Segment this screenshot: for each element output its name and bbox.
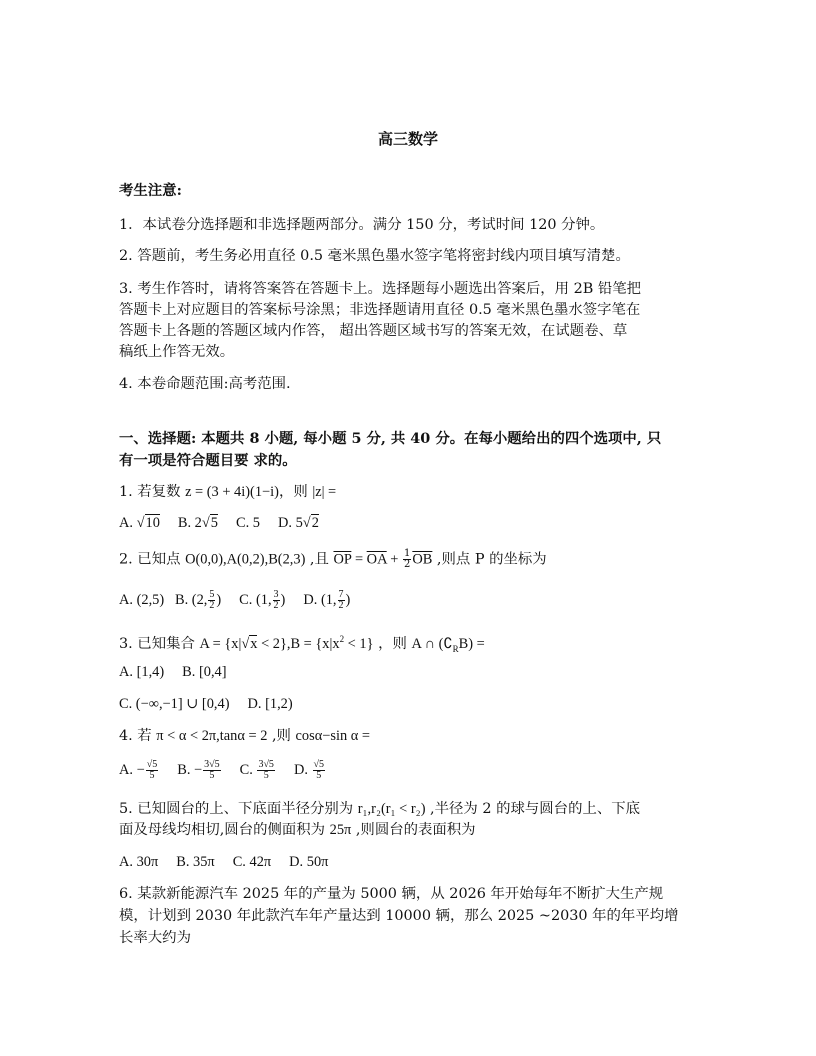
option-d: D. (1, $\frac{7}{2}$ ) <box>303 589 351 612</box>
question-4-text-2: ,则 <box>267 728 296 744</box>
question-1-formula: z = (3 + 4i)(1−i) <box>185 484 279 500</box>
option-c: C. (−∞,−1] ∪ [0,4) <box>119 696 230 712</box>
option-a: A. √10 <box>119 515 160 531</box>
fraction-half: $\frac{1}{2}$ <box>403 548 411 570</box>
plus-sign: + <box>386 551 402 568</box>
option-b: B. (2, $\frac{5}{2}$ ) <box>174 589 222 612</box>
vector-ob: $\overline{OB}$ <box>412 551 433 568</box>
question-4-stem <box>119 726 699 747</box>
option-d: D. 50π <box>289 854 329 870</box>
question-4-expression: cosα−sin α = <box>295 728 371 744</box>
question-4-text: 4. 若 <box>119 728 157 744</box>
question-4-condition: π < α < 2π,tanα = 2 <box>156 728 268 744</box>
option-d: D. 5√2 <box>278 515 319 531</box>
question-5-area: 25π <box>329 822 352 838</box>
option-a: A. 30π <box>119 854 159 870</box>
vector-op: $\overline{OP}$ <box>333 551 352 568</box>
question-5-text-2: ,半径为 2 的球与圆台的上、下底 <box>425 801 641 817</box>
equals-sign: = <box>351 551 367 568</box>
question-2-points: O(0,0),A(0,2),B(2,3) <box>185 551 306 568</box>
vector-oa: $\overline{OA}$ <box>366 551 387 568</box>
question-3-text: 3. 已知集合 <box>119 635 200 652</box>
option-c: C. 5 <box>236 515 260 531</box>
notice-item-3-line-2: 答题卡上对应题目的答案标号涂黑；非选择题请用直径 0.5 毫米黑色墨水签字笔在 <box>119 302 641 318</box>
question-1-options <box>119 513 699 534</box>
question-3-options-row-1 <box>119 662 699 683</box>
question-3-text-2: ，则 <box>373 635 412 652</box>
page-title: 高三数学 <box>377 130 438 148</box>
question-3-options-row-2 <box>119 694 699 715</box>
notice-item-3-line-1: 3. 考生作答时，请将答案答在答题卡上。选择题每小题选出答案后，用 2B 铅笔把 <box>119 281 642 297</box>
question-5-line-2 <box>119 820 699 841</box>
question-6-line-3: 长率大约为 <box>119 930 191 946</box>
option-a: A. (2,5) <box>119 592 165 608</box>
option-b: B. 35π <box>176 854 215 870</box>
question-5-options <box>119 852 699 873</box>
question-3-stem <box>119 629 699 660</box>
option-c: C. 42π <box>232 854 272 870</box>
option-b: B. 2√5 <box>177 515 218 531</box>
section-1-heading-line-1: 一、选择题: 本题共 8 小题, 每小题 5 分, 共 40 分。在每小题给出的四个选项中, 只 <box>119 430 662 447</box>
notice-item-1: 1．本试卷分选择题和非选择题两部分。满分 150 分，考试时间 120 分钟。 <box>119 217 605 233</box>
question-2-options <box>119 590 699 611</box>
question-2-text-2: ,且 <box>305 551 334 568</box>
notice-item-2: 2. 答题前，考生务必用直径 0.5 毫米黑色墨水签字笔将密封线内项目填写清楚。 <box>119 248 630 264</box>
set-definitions: $A = \{x|√x < 2\},B = \{x|x^2 < 1\}$ <box>199 634 374 652</box>
set-expression: A ∩ $(∁_RB)$ = <box>411 635 485 654</box>
notice-heading: 考生注意: <box>119 182 182 199</box>
option-c: C. $\frac{3√5}{5}$ <box>239 759 274 782</box>
question-1-text-2: ，则 <box>278 484 313 500</box>
question-2-text: 2. 已知点 <box>119 551 186 568</box>
option-a: A. − $\frac{√5}{5}$ <box>119 759 158 782</box>
notice-item-4: 4. 本卷命题范围:高考范围. <box>119 376 291 392</box>
option-d: D. [1,2) <box>247 696 293 712</box>
question-5-text-3: 面及母线均相切,圆台的侧面积为 <box>119 822 330 838</box>
question-1-stem <box>119 482 699 503</box>
option-c: C. (1, $\frac{3}{2}$ ) <box>239 589 286 612</box>
question-4-options <box>119 760 699 781</box>
question-1-text: 1. 若复数 <box>119 484 186 500</box>
question-2-text-3: ,则点 P 的坐标为 <box>432 551 547 568</box>
option-b: B. [0,4] <box>182 664 227 680</box>
question-5-radii: r₁,r₂(r₁ < r₂) <box>357 801 426 817</box>
question-5-text-4: ,则圆台的表面积为 <box>351 822 476 838</box>
question-2-stem <box>119 549 699 571</box>
question-1-formula-2: |z| = <box>312 484 337 500</box>
section-1-heading-line-2: 有一项是符合题目要 求的。 <box>119 452 297 469</box>
option-a: A. [1,4) <box>119 664 165 680</box>
option-b: B. − $\frac{3√5}{5}$ <box>177 759 220 782</box>
option-d: D. $\frac{√5}{5}$ <box>293 759 325 782</box>
notice-item-3-line-4: 稿纸上作答无效。 <box>119 344 235 360</box>
question-5-text: 5. 已知圆台的上、下底面半径分别为 <box>119 801 358 817</box>
question-6-line-1: 6. 某款新能源汽车 2025 年的产量为 5000 辆，从 2026 年开始每年不断扩大生产规 <box>119 886 664 902</box>
question-5-line-1 <box>119 799 699 820</box>
notice-item-3-line-3: 答题卡上各题的答题区域内作答， 超出答题区域书写的答案无效，在试题卷、草 <box>119 323 628 339</box>
question-6-line-2: 模，计划到 2030 年此款汽车年产量达到 10000 辆，那么 2025 ~2030 年的年平均增 <box>119 908 679 924</box>
